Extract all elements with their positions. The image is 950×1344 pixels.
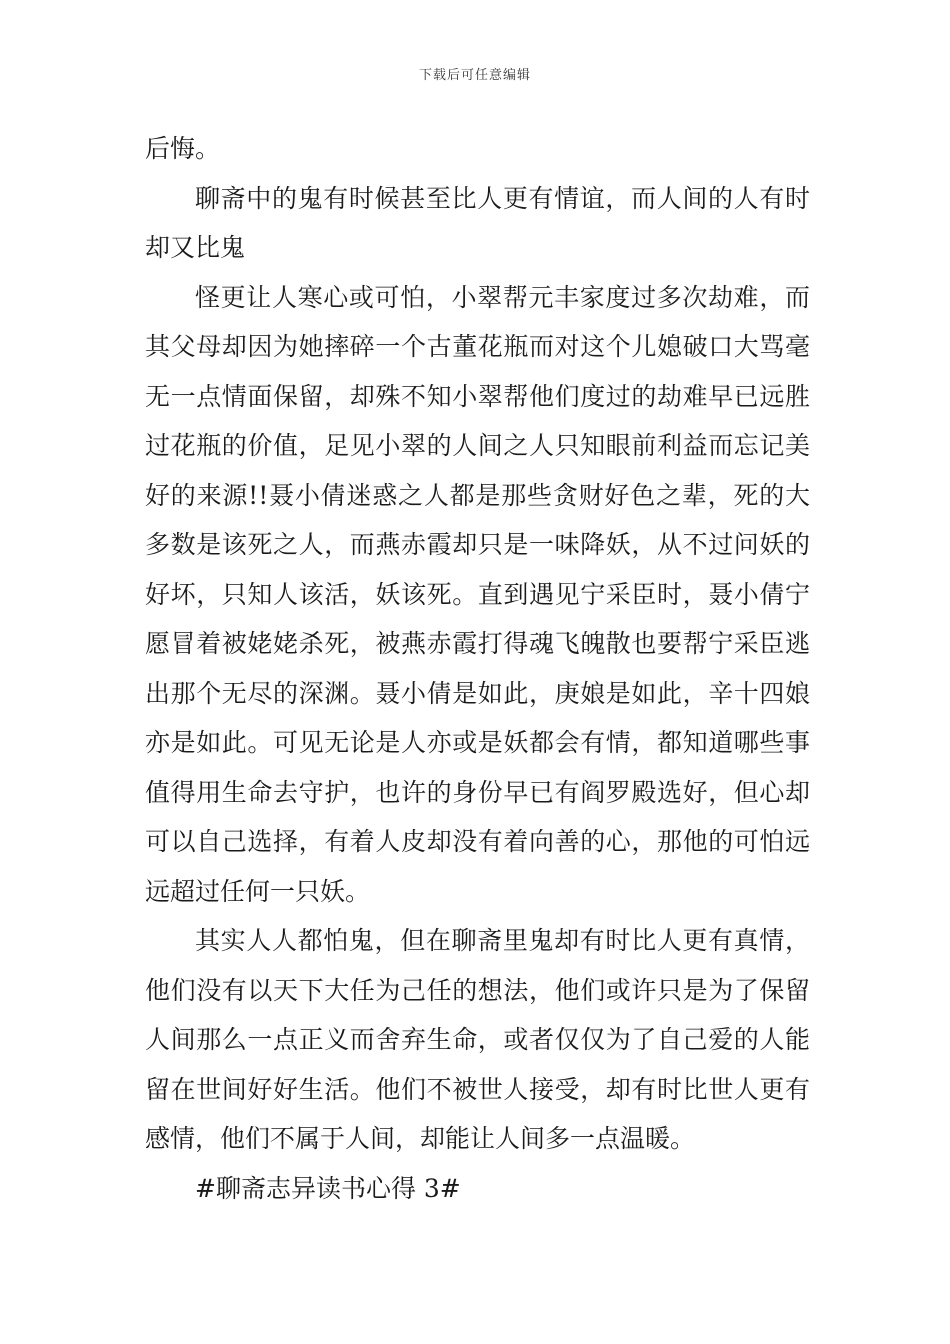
page-header: 下载后可任意编辑 [418,68,531,83]
paragraph-4: 其实人人都怕鬼，但在聊斋里鬼却有时比人更有真情，他们没有以天下大任为己任的想法，他们或许只是为了保留人间那么一点正义而舍弃生命，或者仅仅为了自己爱的人能留在世间好好生活。他们不被世人接受，却有时比世人更有感情，他们不属于人间，却能让人间多一点温暖。 [145,926,810,1153]
section-heading: #聊斋志异读书心得 3# [195,1173,461,1203]
paragraph-2: 聊斋中的鬼有时候甚至比人更有情谊，而人间的人有时却又比鬼 [145,183,810,262]
document-body [145,124,810,1213]
paragraph-3: 怪更让人寒心或可怕，小翠帮元丰家度过多次劫难，而其父母却因为她摔碎一个古董花瓶而对这个儿媳破口大骂毫无一点情面保留，却殊不知小翠帮他们度过的劫难早已远胜过花瓶的价值，足见小翠的人间之人只知眼前利益而忘记美好的来源!!聂小倩迷惑之人都是那些贪财好色之辈，死的大多数是该死之人，而燕赤霞却只是一味降妖，从不过问妖的好坏，只知人该活，妖该死。直到遇见宁采臣时，聂小倩宁愿冒着被姥姥杀死，被燕赤霞打得魂飞魄散也要帮宁采臣逃出那个无尽的深渊。聂小倩是如此，庚娘是如此，辛十四娘亦是如此。可见无论是人亦或是妖都会有情，都知道哪些事值得用生命去守护，也许的身份早已有阎罗殿选好，但心却可以自己选择，有着人皮却没有着向善的心，那他的可怕远远超过任何一只妖。 [145,282,810,906]
paragraph-1: 后悔。 [145,134,221,163]
